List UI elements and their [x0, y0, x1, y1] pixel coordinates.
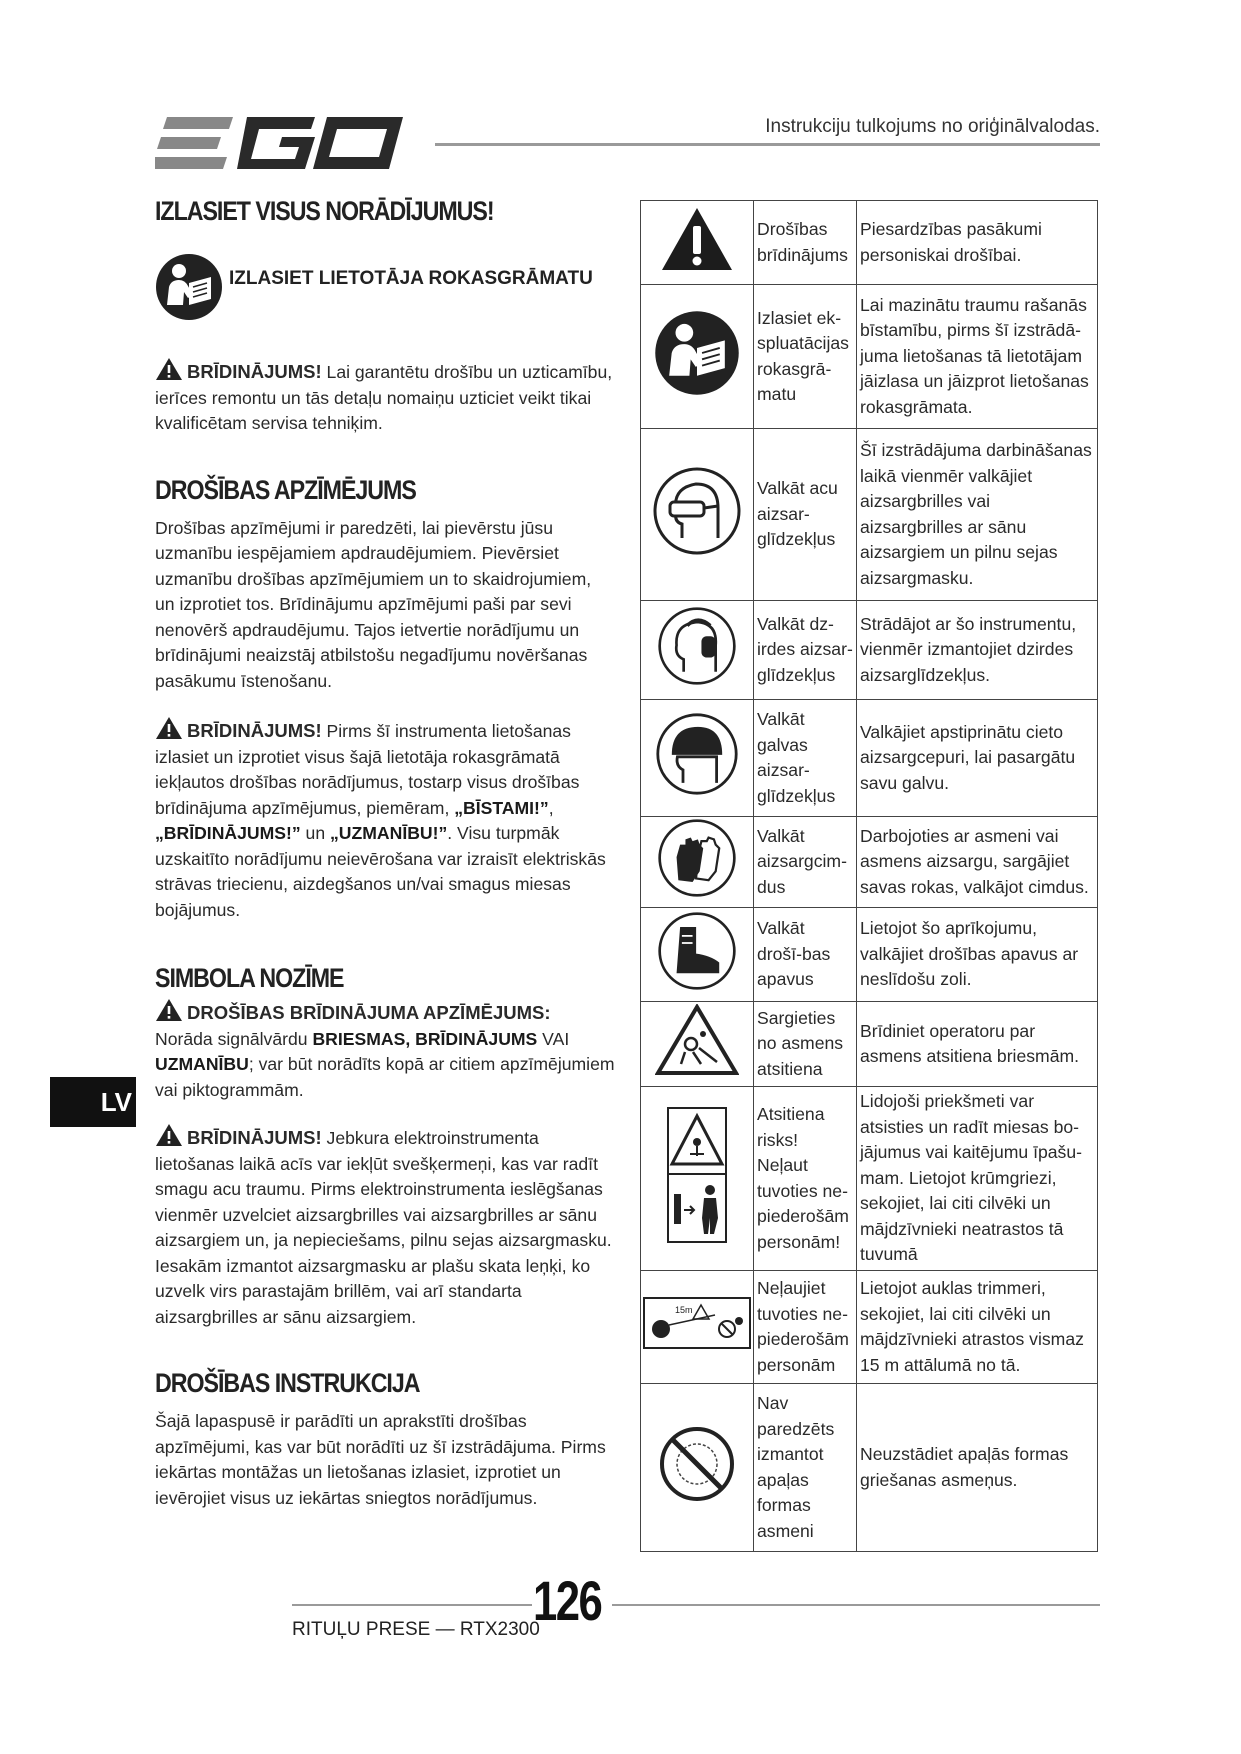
- keep-distance-15m-icon: [643, 1297, 751, 1349]
- no-circular-blade-icon: [658, 1425, 736, 1503]
- symbol-name: Valkāt acu aizsar-glīdzekļus: [754, 429, 857, 601]
- symbol-cell: [641, 1271, 754, 1384]
- symbol-cell: [641, 1087, 754, 1271]
- symbol-description: Lietojot auklas trimmeri, sekojiet, lai citi cilvēki un mājdzīvnieki atrastos vismaz 15 m attālumā no tā.: [857, 1271, 1098, 1384]
- table-row: [641, 601, 1098, 700]
- footer-rule: [612, 1604, 1100, 1606]
- read-manual-label: IZLASIET LIETOTĀJA ROKASGRĀMATU: [229, 268, 593, 289]
- symbol-cell: [641, 1384, 754, 1552]
- safety-symbols-text: Drošības apzīmējumi ir paredzēti, lai pievērstu jūsu uzmanību iespējamiem apdraudējumiem. Pievērsiet uzmanību drošības apzīmējumiem un to skaidrojumiem, un izprotiet tos. Brīdinājumu apzīmējumi paši par sevi nenovērš apdraudējumu. Tajos ietvertie norādījumu un brīdinājumi neaizstāj atbilstošu negadījumu novēršanas pasākumu īstenošanu.: [155, 517, 592, 691]
- warning-triangle-icon: [660, 206, 734, 272]
- warning-triangle-icon: [155, 716, 183, 740]
- symbol-name: Drošības brīdinājums: [754, 201, 857, 285]
- symbol-cell: [641, 1002, 754, 1087]
- symbol-description: Piesardzības pasākumi personiskai drošībai.: [857, 201, 1098, 285]
- head-protection-icon: [655, 712, 739, 796]
- symbol-cell: [641, 700, 754, 817]
- warning-triangle-icon: [155, 998, 183, 1022]
- footer-model: RITUĻU PRESE — RTX2300: [292, 1619, 540, 1640]
- header-rule: [435, 143, 1100, 146]
- symbol-name: Izlasiet ek-spluatācijas rokasgrā-matu: [754, 285, 857, 429]
- table-row: [641, 817, 1098, 908]
- gloves-icon: [657, 818, 737, 898]
- warning-repair: BRĪDINĀJUMS! Lai garantētu drošību un uzticamību, ierīces remontu un tās detaļu nomaiņu uzticiet veikt tikai kvalificētam servisa tehniķim.: [155, 357, 615, 437]
- safety-symbols-title: DROŠĪBAS APZĪMĒJUMS: [155, 474, 416, 505]
- symbol-name: Valkāt dz-irdes aizsar-glīdzekļus: [754, 601, 857, 700]
- symbol-description: Lai mazinātu traumu rašanās bīstamību, pirms šī izstrādā-juma lietošanas tā lietotājam jāizlasa un jāizprot lietošanas rokasgrāmata.: [857, 285, 1098, 429]
- symbol-cell: [641, 817, 754, 908]
- safety-alert-symbol-definition: DROŠĪBAS BRĪDINĀJUMA APZĪMĒJUMS: Norāda signālvārdu BRIESMAS, BRĪDINĀJUMS VAI UZMANĪBU; var būt norādīts kopā ar citiem apzīmējumiem vai piktogrammām.: [155, 998, 615, 1103]
- eye-protection-icon: [652, 466, 742, 556]
- symbol-description: Valkājiet apstiprinātu cieto aizsargcepuri, lai pasargātu savu galvu.: [857, 700, 1098, 817]
- symbol-name: Valkāt galvas aizsar-glīdzekļus: [754, 700, 857, 817]
- safety-symbols-table: [640, 200, 1098, 1552]
- table-row: [641, 1384, 1098, 1552]
- table-row: [641, 285, 1098, 429]
- page-number: 126: [533, 1569, 602, 1632]
- warning-triangle-icon: [155, 1123, 183, 1147]
- symbol-name: Nav paredzēts izmantot apaļas formas asmeni: [754, 1384, 857, 1552]
- symbol-description: Strādājot ar šo instrumentu, vienmēr izmantojiet dzirdes aizsarglīdzekļus.: [857, 601, 1098, 700]
- table-row: [641, 700, 1098, 817]
- left-column: [155, 196, 615, 1511]
- symbol-cell: [641, 429, 754, 601]
- safety-instruction-title: DROŠĪBAS INSTRUKCIJA: [155, 1368, 420, 1398]
- read-manual-row: [155, 253, 615, 321]
- table-row: [641, 429, 1098, 601]
- symbol-description: Lidojoši priekšmeti var atsisties un radīt miesas bo-jājumus vai kaitējumu īpašu-mam. Lietojot krūmgriezi, sekojiet, lai citi cilvēki un mājdzīvnieki neatrastos tā tuvumā: [857, 1087, 1098, 1271]
- footer-rule: [292, 1604, 532, 1606]
- table-row: [641, 201, 1098, 285]
- safety-instruction-text: Šajā lapaspusē ir parādīti un aprakstīti drošības apzīmējumi, kas var būt norādīti uz šī izstrādājuma. Pirms iekārtas montāžas un lietošanas izlasiet, izprotiet un ievērojiet visus uz iekārtas sniegtos norādījumus.: [155, 1411, 606, 1508]
- symbol-cell: [641, 285, 754, 429]
- svg-text:15m: 15m: [675, 1305, 693, 1316]
- read-manual-icon: [654, 310, 740, 396]
- symbol-name: Sargieties no asmens atsitiena: [754, 1002, 857, 1087]
- symbol-name: Valkāt aizsargcim-dus: [754, 817, 857, 908]
- symbol-description: Darbojoties ar asmeni vai asmens aizsargu, sargājiet savas rokas, valkājot cimdus.: [857, 817, 1098, 908]
- table-row: [641, 1002, 1098, 1087]
- table-row: [641, 1271, 1098, 1384]
- symbol-description: Šī izstrādājuma darbināšanas laikā vienmēr valkājiet aizsargbrilles vai aizsargbrilles ar sānu aizsargiem un pilnu sejas aizsargmasku.: [857, 429, 1098, 601]
- symbol-meaning-title: SIMBOLA NOZĪME: [155, 963, 344, 993]
- language-tab: LV: [50, 1077, 136, 1127]
- thrown-objects-icon: [666, 1106, 728, 1244]
- symbol-cell: [641, 201, 754, 285]
- ego-logo: [155, 113, 410, 175]
- table-row: [641, 1087, 1098, 1271]
- warning-eye-protection: BRĪDINĀJUMS! Jebkura elektroinstrumenta lietošanas laikā acīs var iekļūt svešķermeņi, kas var radīt smagu acu traumu. Pirms elektroinstrumenta ieslēgšanas vienmēr uzvelciet aizsargbrilles vai aizsargbrilles ar sānu aizsargiem un, ja nepieciešams, pilnu sejas aizsargmasku. Iesakām izmantot aizsargmasku ar plašu skata leņķi, ko uzvelk virs parastajām brillēm, vai arī standarta aizsargbrilles ar sānu aizsargiem.: [155, 1123, 615, 1330]
- symbol-description: Brīdiniet operatoru par asmens atsitiena briesmām.: [857, 1002, 1098, 1087]
- blade-thrust-icon: [655, 1004, 739, 1076]
- warning-triangle-icon: [155, 357, 183, 381]
- safety-boots-icon: [657, 911, 737, 991]
- symbol-description: Lietojot šo aprīkojumu, valkājiet drošības apavus ar neslīdošu zoli.: [857, 908, 1098, 1002]
- read-all-title: IZLASIET VISUS NORĀDĪJUMUS!: [155, 196, 494, 226]
- symbol-name: Atsitiena risks! Neļaut tuvoties ne-piederošām personām!: [754, 1087, 857, 1271]
- ear-protection-icon: [657, 606, 737, 686]
- read-manual-icon: [155, 253, 223, 321]
- symbol-cell: [641, 601, 754, 700]
- header-subtitle: Instrukciju tulkojums no oriģinālvalodas.: [765, 116, 1100, 137]
- warning-read-instructions: BRĪDINĀJUMS! Pirms šī instrumenta lietošanas izlasiet un izprotiet visus šajā lietotāja rokasgrāmatā iekļautos drošības norādījumus, tostarp visus drošības brīdinājuma apzīmējumus, piemēram, „BĪSTAMI!”, „BRĪDINĀJUMS!” un „UZMANĪBU!”. Visu turpmāk uzskaitīto norādījumu neievērošana var izraisīt elektriskās strāvas triecienu, aizdegšanos un/vai smagus miesas bojājumus.: [155, 716, 615, 923]
- symbol-name: Valkāt drošī-bas apavus: [754, 908, 857, 1002]
- symbol-cell: [641, 908, 754, 1002]
- symbol-description: Neuzstādiet apaļās formas griešanas asmeņus.: [857, 1384, 1098, 1552]
- table-row: [641, 908, 1098, 1002]
- symbol-name: Neļaujiet tuvoties ne-piederošām personām: [754, 1271, 857, 1384]
